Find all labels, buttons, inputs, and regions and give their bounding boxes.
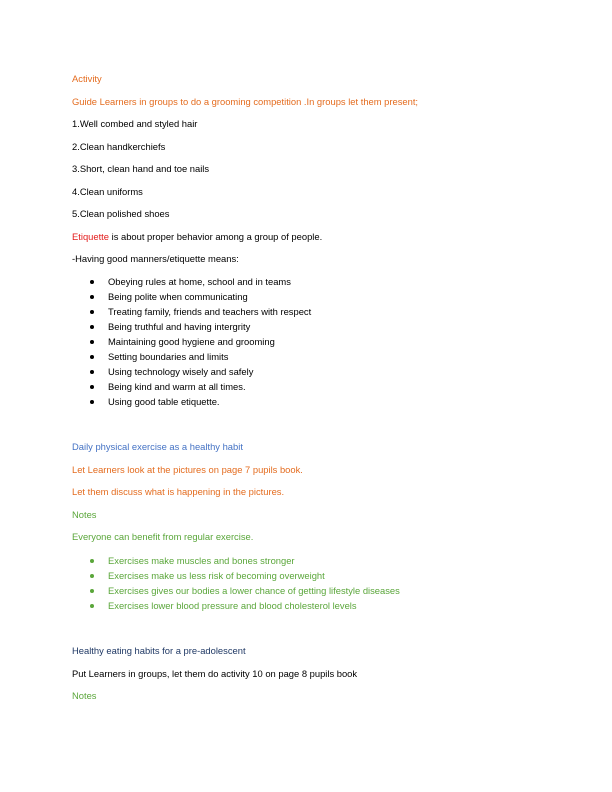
grooming-item-2: 2.Clean handkerchiefs — [72, 141, 166, 152]
exercise-heading: Daily physical exercise as a healthy habit — [72, 441, 243, 452]
bullet-icon — [90, 310, 94, 314]
list-item: Being polite when communicating — [72, 289, 311, 304]
list-item: Obeying rules at home, school and in teams — [72, 274, 311, 289]
eating-instruction: Put Learners in groups, let them do activity 10 on page 8 pupils book — [72, 668, 358, 679]
activity-instruction: Guide Learners in groups to do a grooming competition .In groups let them present; — [72, 96, 419, 107]
bullet-icon — [90, 400, 94, 404]
list-item: Exercises make us less risk of becoming overweight — [72, 568, 400, 583]
list-item: Being truthful and having intergrity — [72, 319, 311, 334]
eating-heading: Healthy eating habits for a pre-adolescent — [72, 645, 246, 656]
bullet-icon — [90, 340, 94, 344]
bullet-icon — [90, 280, 94, 284]
list-item: Using technology wisely and safely — [72, 364, 311, 379]
list-item: Being kind and warm at all times. — [72, 379, 311, 394]
bullet-icon — [90, 574, 94, 578]
etiquette-definition — [72, 231, 322, 243]
etiquette-bullet-list — [72, 274, 311, 409]
list-item: Using good table etiquette. — [72, 394, 311, 409]
list-item: Treating family, friends and teachers with respect — [72, 304, 311, 319]
list-item: Exercises gives our bodies a lower chance of getting lifestyle diseases — [72, 583, 400, 598]
grooming-item-3: 3.Short, clean hand and toe nails — [72, 163, 210, 174]
etiquette-term: Etiquette — [72, 231, 110, 242]
exercise-bullet-list — [72, 553, 400, 613]
bullet-icon — [90, 370, 94, 374]
list-item: Setting boundaries and limits — [72, 349, 311, 364]
exercise-benefit: Everyone can benefit from regular exercise. — [72, 531, 254, 542]
exercise-instruction-2: Let them discuss what is happening in the pictures. — [72, 486, 285, 497]
etiquette-means-intro: -Having good manners/etiquette means: — [72, 253, 239, 264]
bullet-icon — [90, 385, 94, 389]
grooming-item-4: 4.Clean uniforms — [72, 186, 143, 197]
exercise-instruction-1: Let Learners look at the pictures on page 7 pupils book. — [72, 464, 303, 475]
eating-notes-label: Notes — [72, 690, 97, 701]
grooming-item-5: 5.Clean polished shoes — [72, 208, 170, 219]
list-item: Exercises lower blood pressure and blood cholesterol levels — [72, 598, 400, 613]
grooming-item-1: 1.Well combed and styled hair — [72, 118, 198, 129]
exercise-notes-label: Notes — [72, 509, 97, 520]
bullet-icon — [90, 325, 94, 329]
activity-heading: Activity — [72, 73, 102, 84]
bullet-icon — [90, 295, 94, 299]
list-item: Exercises make muscles and bones stronger — [72, 553, 400, 568]
bullet-icon — [90, 589, 94, 593]
bullet-icon — [90, 559, 94, 563]
etiquette-definition-text: is about proper behavior among a group of people. — [109, 231, 323, 242]
list-item: Maintaining good hygiene and grooming — [72, 334, 311, 349]
bullet-icon — [90, 355, 94, 359]
bullet-icon — [90, 604, 94, 608]
